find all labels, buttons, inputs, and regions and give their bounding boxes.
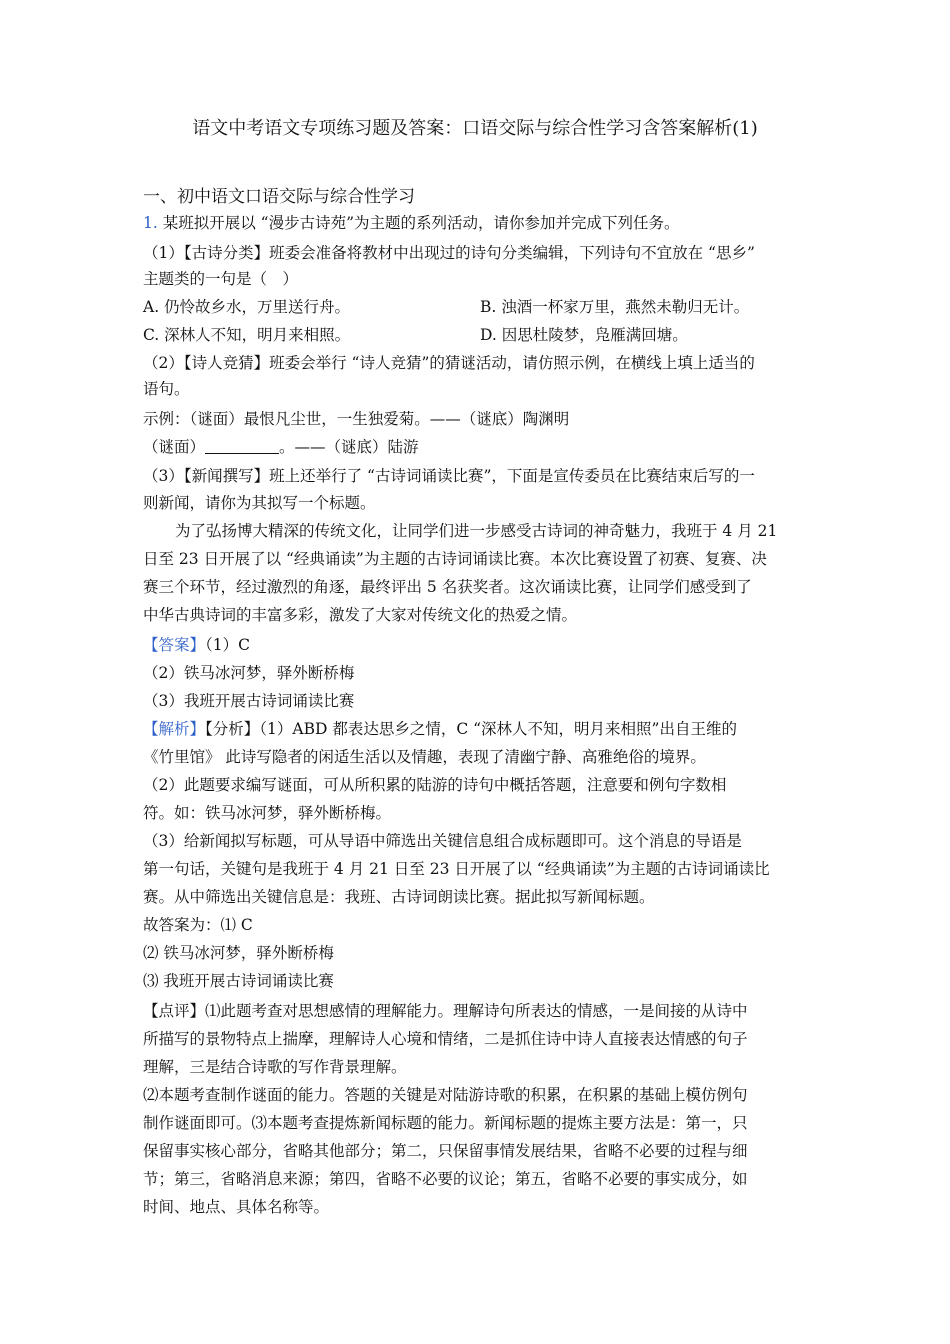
option-b: B. 浊酒一杯家万里，燕然未勒归无计。 <box>480 298 750 316</box>
comment-line2: 所描写的景物特点上揣摩，理解诗人心境和情绪，二是抓住诗中诗人直接表达情感的句子 <box>143 1030 748 1048</box>
analysis-line7: 赛。从中筛选出关键信息是：我班、古诗词朗读比赛。据此拟写新闻标题。 <box>143 888 655 906</box>
final-answer-1: 故答案为：⑴ C <box>143 916 253 934</box>
analysis-line6: 第一句话，关键句是我班于 4 月 21 日至 23 日开展了以 “经典诵读”为主题的古诗词诵读比 <box>143 860 770 878</box>
task3-line2: 则新闻，请你为其拟写一个标题。 <box>143 494 376 512</box>
answer-blank <box>205 437 279 454</box>
analysis-line3: （2）此题要求编写谜面，可从所积累的陆游的诗句中概括答题，注意要和例句字数相 <box>143 776 727 794</box>
option-c: C. 深林人不知，明月来相照。 <box>143 326 351 344</box>
task3-line1: （3）【新闻撰写】班上还举行了 “古诗词诵读比赛”，下面是宣传委员在比赛结束后写的一 <box>143 467 755 485</box>
task1-line1: （1）【古诗分类】班委会准备将教材中出现过的诗句分类编辑，下列诗句不宜放在 “思乡” <box>143 244 755 262</box>
analysis-line2: 《竹里馆》 此诗写隐者的闲适生活以及情趣，表现了清幽宁静、高雅绝俗的境界。 <box>143 748 706 766</box>
analysis-text-1: 【分析】（1）ABD 都表达思乡之情，C “深林人不知，明月来相照”出自王维的 <box>205 720 737 738</box>
option-a: A. 仍怜故乡水，万里送行舟。 <box>143 298 351 316</box>
analysis-line4: 符。如：铁马冰河梦，驿外断桥梅。 <box>143 804 392 822</box>
analysis-label: 【解析】 <box>143 720 206 738</box>
section-heading: 一、初中语文口语交际与综合性学习 <box>143 187 415 207</box>
analysis-line1 <box>143 716 737 742</box>
final-answer-2: ⑵ 铁马冰河梦，驿外断桥梅 <box>143 944 334 962</box>
answer-1: （1）C <box>205 636 250 654</box>
news-line3: 赛三个环节，经过激烈的角逐，最终评出 5 名获奖者。这次诵读比赛，让同学们感受到了 <box>143 578 752 596</box>
question-intro-text: 某班拟开展以 “漫步古诗苑”为主题的系列活动，请你参加并完成下列任务。 <box>162 214 680 232</box>
final-answer-3: ⑶ 我班开展古诗词诵读比赛 <box>143 972 334 990</box>
comment-line7: 节；第三，省略消息来源；第四，省略不必要的议论；第五，省略不必要的事实成分，如 <box>143 1170 748 1188</box>
riddle-prefix: （谜面） <box>143 438 206 456</box>
comment-line3: 理解，三是结合诗歌的写作背景理解。 <box>143 1058 407 1076</box>
news-line2: 日至 23 日开展了以 “经典诵读”为主题的古诗词诵读比赛。本次比赛设置了初赛、复赛、决 <box>143 550 767 568</box>
answer-label: 【答案】 <box>143 636 206 654</box>
answer-line1 <box>143 632 250 658</box>
riddle-example: 示例：（谜面）最恨凡尘世，一生独爱菊。——（谜底）陶渊明 <box>143 410 570 428</box>
comment-line5: 制作谜面即可。⑶本题考查提炼新闻标题的能力。新闻标题的提炼主要方法是：第一，只 <box>143 1114 748 1132</box>
task1-line2: 主题类的一句是（ ） <box>143 270 299 288</box>
answer-2: （2）铁马冰河梦，驿外断桥梅 <box>143 664 355 682</box>
option-d: D. 因思杜陵梦，凫雁满回塘。 <box>480 326 688 344</box>
comment-line8: 时间、地点、具体名称等。 <box>143 1198 330 1216</box>
question-intro <box>143 210 680 236</box>
comment-line4: ⑵本题考查制作谜面的能力。答题的关键是对陆游诗歌的积累，在积累的基础上模仿例句 <box>143 1086 748 1104</box>
riddle-question <box>143 434 419 460</box>
task2-line1: （2）【诗人竞猜】班委会举行 “诗人竞猜”的猜谜活动，请仿照示例，在横线上填上适当的 <box>143 354 755 372</box>
answer-3: （3）我班开展古诗词诵读比赛 <box>143 692 355 710</box>
analysis-line5: （3）给新闻拟写标题，可从导语中筛选出关键信息组合成标题即可。这个消息的导语是 <box>143 832 742 850</box>
riddle-suffix: 。——（谜底）陆游 <box>279 438 419 456</box>
comment-line6: 保留事实核心部分，省略其他部分；第二，只保留事情发展结果，省略不必要的过程与细 <box>143 1142 748 1160</box>
news-line1: 为了弘扬博大精深的传统文化，让同学们进一步感受古诗词的神奇魅力，我班于 4 月 21 <box>175 522 778 540</box>
comment-line1: 【点评】⑴此题考查对思想感情的理解能力。理解诗句所表达的情感，一是间接的从诗中 <box>143 1002 748 1020</box>
question-number: 1. <box>143 214 158 232</box>
news-line4: 中华古典诗词的丰富多彩，激发了大家对传统文化的热爱之情。 <box>143 606 578 624</box>
document-title: 语文中考语文专项练习题及答案：口语交际与综合性学习含答案解析(1) <box>192 118 758 139</box>
task2-line2: 语句。 <box>143 380 190 398</box>
